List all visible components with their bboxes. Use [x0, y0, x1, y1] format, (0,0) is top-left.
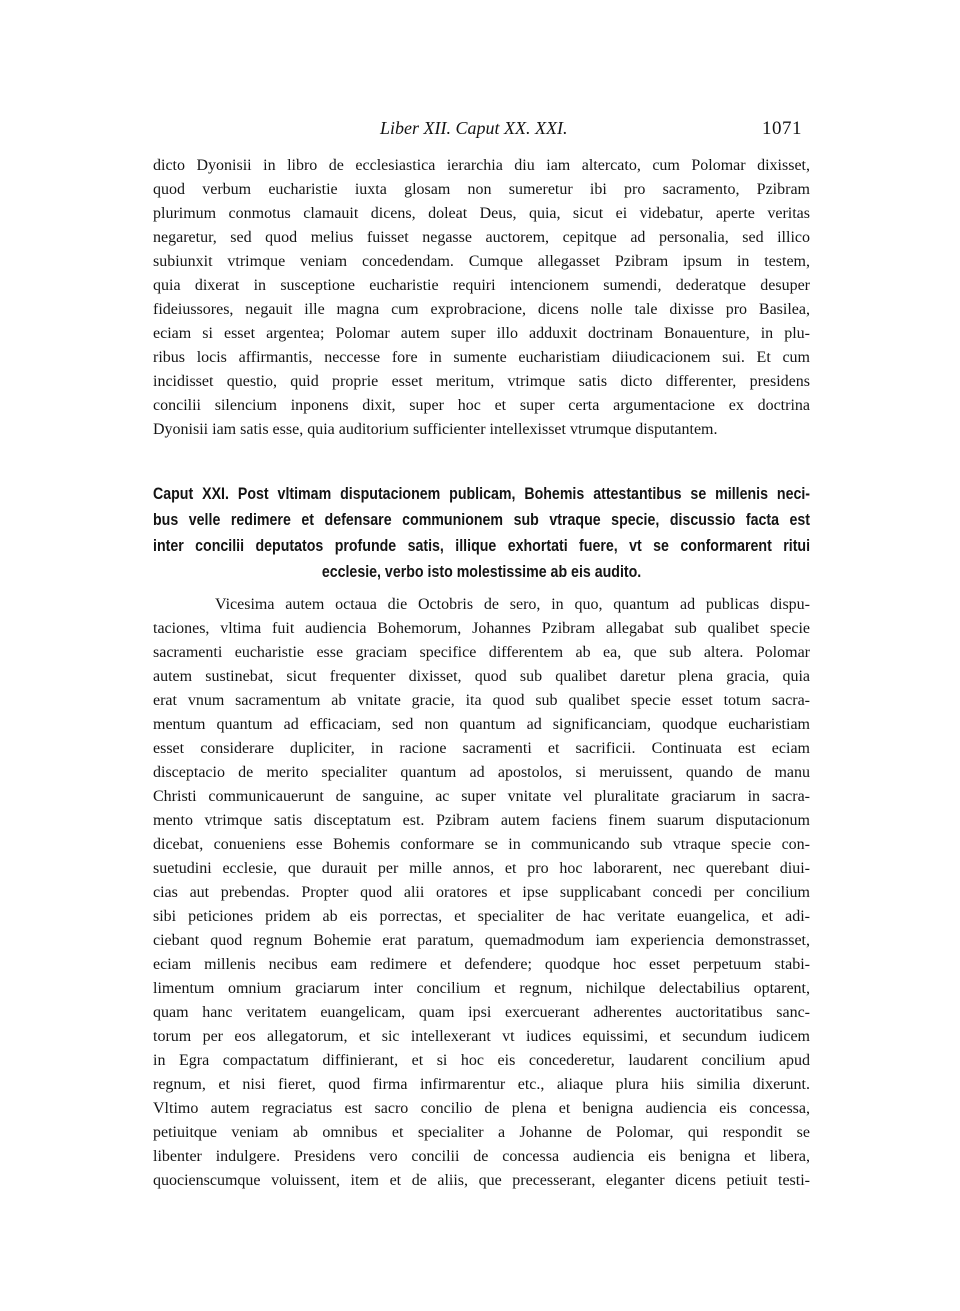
text-line: Vltimo autem regraciatus est sacro concilio de plena et benigna audiencia eis concessa, — [153, 1100, 810, 1117]
text-line: in Egra compactatum diffinierant, et si hoc eis concederetur, laudarent concilium apud — [153, 1052, 810, 1069]
text-line: mento vtrimque satis disceptatum est. Pzibram autem faciens finem suarum disputacionum — [153, 812, 810, 829]
text-line: taciones, vltima fuit audiencia Bohemorum, Johannes Pzibram allegabat sub qualibet specie — [153, 620, 810, 637]
text-line: disceptacio de merito specialiter quantum ad apostolos, si meruissent, quando de manu — [153, 764, 810, 781]
text-line: erat vnum sacramentum ab vnitate gracie, ita quod sub qualibet specie esset totum sacra- — [153, 692, 810, 709]
heading-line: inter concilii deputatos profunde satis, illique exhortati fuere, vt se conformarent ritui — [153, 537, 811, 555]
text-line: ribus locis affirmantis, neccesse fore in sumente eucharistiam diiudicacionem sui. Et cum — [153, 349, 810, 366]
text-line: suetudini ecclesie, que durauit per mille annos, et pro hoc laborarent, nec querebant diui- — [153, 860, 810, 877]
text-line: concilii silencium inponens dixit, super hoc et super certa argumentacione ex doctrina — [153, 397, 810, 414]
page-number: 1071 — [762, 118, 802, 139]
text-line: dicebat, conueniens esse Bohemis conformare se in communicando sub vtraque specie con- — [153, 836, 810, 853]
text-line: sacramenti eucharistie esse graciam specifice differentem ab ea, que sub altera. Polomar — [153, 644, 810, 661]
text-line: Christi communicauerunt de sanguine, ac super vnitate vel pluralitate graciarum in sacra- — [153, 788, 810, 805]
text-line: quia dixerat in susceptione eucharistie requiri intencionem sumendi, dederatque desuper — [153, 277, 810, 294]
text-line: regnum, et nisi fieret, quod firma infirmarentur etc., aliaque plura hiis similia dixerunt. — [153, 1076, 810, 1093]
text-line: quocienscumque voluissent, item et de aliis, que precesserant, eleganter dicens petiuit testi- — [153, 1172, 810, 1189]
text-line: libenter indulgere. Presidens vero concilii de concessa audiencia eis benigna et libera, — [153, 1148, 810, 1165]
running-title: Liber XII. Caput XX. XXI. — [380, 118, 568, 138]
text-line: ciebant quod regnum Bohemie erat paratum, quemadmodum iam experiencia demonstrasset, — [153, 932, 810, 949]
text-line: quam hanc veritatem euangelicam, quam ipsi exercuerant adherentes auctoritatibus sanc- — [153, 1004, 810, 1021]
text-line: sibi peticiones pridem ab eis porrectas, et specialiter de hac veritate euangelica, et adi- — [153, 908, 810, 925]
heading-line: bus velle redimere et defensare communionem sub vtraque specie, discussio facta est — [153, 511, 811, 529]
text-line: Vicesima autem octaua die Octobris de sero, in quo, quantum ad publicas dispu- — [215, 596, 810, 613]
text-line: esset considerare dupliciter, in racione sacramenti et sacrificii. Continuata est eciam — [153, 740, 810, 757]
text-line: incidisset questio, quid proprie esset meritum, vtrimque satis dicto differenter, presidens — [153, 373, 810, 390]
text-line: limentum omnium graciarum inter concilium et regnum, nichilque delectabilius optarent, — [153, 980, 810, 997]
text-line: negaretur, sed quod melius fuisset negasse auctorem, cepitque ad personalia, sed illico — [153, 229, 810, 246]
text-line: eciam millenis necibus eam redimere et defendere; quodque hoc esset perpetuum stabi- — [153, 956, 810, 973]
heading-line: ecclesie, verbo isto molestissime ab eis audito. — [321, 563, 642, 581]
text-line: eciam si esset argentea; Polomar autem super illo adduxit doctrinam Bonauenture, in plu- — [153, 325, 810, 342]
heading-line: Caput XXI. Post vltimam disputacionem publicam, Bohemis attestantibus se millenis neci- — [153, 485, 811, 503]
text-line: Dyonisii iam satis esse, quia auditorium sufficienter intellexisset vtrumque disputantem. — [153, 421, 718, 438]
text-line: mentum quantum ad efficaciam, sed non quantum ad significanciam, quodque eucharistiam — [153, 716, 810, 733]
body-paragraph — [153, 593, 810, 1193]
text-line: quod verbum eucharistie iuxta glosam non sumeretur ibi pro sacramento, Pzibram — [153, 181, 810, 198]
text-line: fideiussores, negauit ille magna cum exprobracione, dicens nolle tale dixisse pro Basilea, — [153, 301, 810, 318]
text-line: petiuitque veniam ab omnibus et specialiter a Johanne de Polomar, qui respondit se — [153, 1124, 810, 1141]
text-line: subiunxit vtrimque veniam concedendam. Cumque allegasset Pzibram ipsum in testem, — [153, 253, 810, 270]
text-line: plurimum conmotus clamauit dicens, doleat Deus, quia, sicut ei videbatur, aperte veritas — [153, 205, 810, 222]
text-line: cias aut prebendas. Propter quod alii oratores et ipse supplicabant concedi per concilium — [153, 884, 810, 901]
text-line: autem sustinebat, sicut frequenter dixisset, quod sub qualibet daretur plena gracia, quia — [153, 668, 810, 685]
continued-paragraph — [153, 154, 810, 442]
chapter-heading — [153, 481, 810, 585]
text-line: torum per eos allegatorum, et sic intellexerant vt iudices equissimi, et secundum iudicem — [153, 1028, 810, 1045]
text-line: dicto Dyonisii in libro de ecclesiastica ierarchia diu iam altercato, cum Polomar dixisset, — [153, 157, 810, 174]
